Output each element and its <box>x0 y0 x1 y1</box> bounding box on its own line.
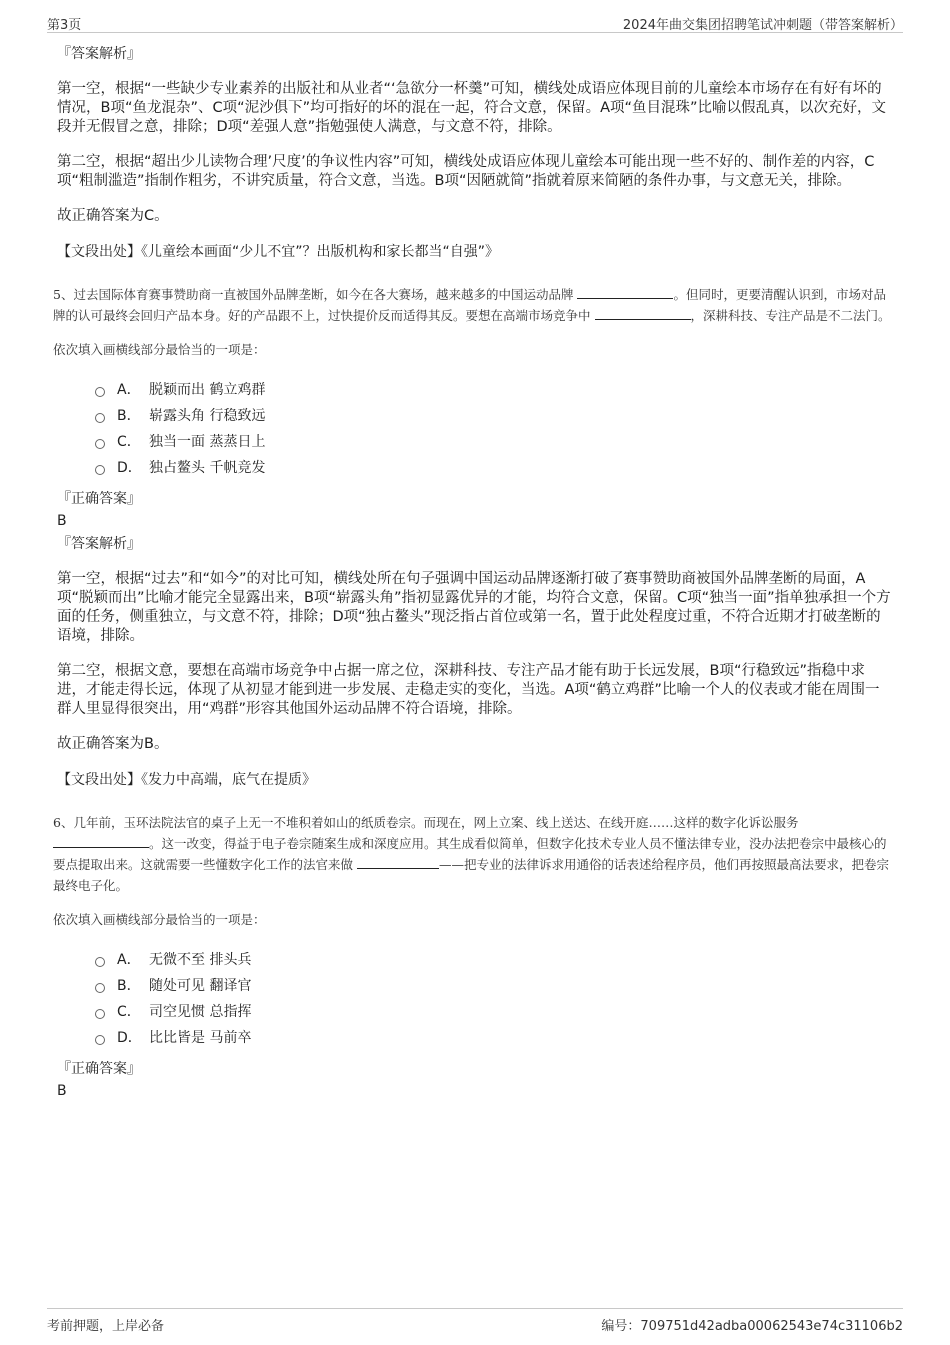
q4-analysis-paragraph-2: 第二空，根据“超出少儿读物合理’尺度’的争议性内容”可知，横线处成语应体现儿童绘本可能出现一些不好的、制作差的内容，C项“粗制滥造”指制作粗劣，不讲究质量，符合文意，当选。B项“因陋就简”指就着原来简陋的条件办事，与文意无关，排除。 <box>57 154 875 189</box>
q5-analysis-paragraph-2: 第二空，根据文意，要想在高端市场竞争中占据一席之位，深耕科技、专注产品才能有助于长远发展，B项“行稳致远”指稳中求进，才能走得长远，体现了从初显才能到进一步发展、走稳走实的变化，当选。A项“鹤立鸡群”比喻一个人的仪表或才能在周围一群人里显得很突出，用“鸡群”形容其他国外运动品牌不符合语境，排除。 <box>57 663 880 717</box>
radio-icon[interactable] <box>95 1009 105 1019</box>
document-title: 2024年曲交集团招聘笔试冲刺题（带答案解析） <box>622 18 903 33</box>
option-letter: A． <box>117 382 141 398</box>
q4-analysis-paragraph-1: 第一空，根据“一些缺少专业素养的出版社和从业者“‘急欲分一杯羹”可知，横线处成语应体现目前的儿童绘本市场存在有好有坏的情况，B项“鱼龙混杂”、C项“泥沙俱下”均可指好的坏的混在一起，符合文意，保留。A项“鱼目混珠”比喻以假乱真，以次充好，文段并无假冒之意，排除；D项“差强人意”指勉强使人满意，与文意不符，排除。 <box>57 81 887 135</box>
q5-stem <box>53 284 893 326</box>
q5-blank-2 <box>595 306 691 320</box>
q6-option-d[interactable] <box>95 1024 893 1050</box>
option-text: 比比皆是 马前卒 <box>149 1030 252 1046</box>
q4-analysis-conclusion: 故正确答案为C。 <box>57 208 169 224</box>
q6-answer: B <box>57 1083 67 1099</box>
q4-source: 【文段出处】《儿童绘本画面“少儿不宜”？出版机构和家长都当“自强”》 <box>57 244 500 260</box>
radio-icon[interactable] <box>95 413 105 423</box>
radio-icon[interactable] <box>95 1035 105 1045</box>
radio-icon[interactable] <box>95 439 105 449</box>
q5-blank-1 <box>577 285 673 299</box>
option-text: 随处可见 翻译官 <box>149 978 252 994</box>
q6-stem-part-c: ——把专业的法律诉求用通俗的话表述给程序员，他们再按照最高法要求，把卷宗最终电子化。 <box>53 857 890 893</box>
option-text: 无微不至 排头兵 <box>149 952 252 968</box>
option-letter: D． <box>117 1030 142 1046</box>
q5-stem-part-c: ，深耕科技、专注产品是不二法门。 <box>690 308 891 323</box>
option-text: 独占鳌头 千帆竞发 <box>149 460 266 476</box>
q6-blank-2 <box>357 855 439 869</box>
q5-option-a[interactable] <box>95 376 893 402</box>
q5-answer: B <box>57 513 67 529</box>
q5-answer-heading: 『正确答案』 <box>57 491 141 507</box>
q6-stem-part-b: 。这一改变，得益于电子卷宗随案生成和深度应用。其生成看似简单，但数字化技术专业人员不懂法律专业，没办法把卷宗中最核心的要点提取出来。这就需要一些懂数字化工作的法官来做 <box>53 836 887 872</box>
q6-stem <box>53 812 893 896</box>
q4-analysis-heading: 『答案解析』 <box>57 46 141 62</box>
option-text: 脱颖而出 鹤立鸡群 <box>149 382 266 398</box>
option-letter: D． <box>117 460 142 476</box>
page-header <box>47 12 903 33</box>
option-letter: B． <box>117 978 141 994</box>
footer-slogan: 考前押题，上岸必备 <box>47 1319 165 1334</box>
q6-prompt: 依次填入画横线部分最恰当的一项是： <box>53 912 266 927</box>
option-letter: A． <box>117 952 141 968</box>
q6-stem-part-a: 6、几年前，玉环法院法官的桌子上无一不堆积着如山的纸质卷宗。而现在，网上立案、线上送达、在线开庭……这样的数字化诉讼服务 <box>53 815 799 830</box>
option-text: 独当一面 蒸蒸日上 <box>149 434 266 450</box>
option-letter: C． <box>117 434 141 450</box>
option-text: 崭露头角 行稳致远 <box>149 408 266 424</box>
q5-stem-part-b: 。但同时，更要清醒认识到，市场对品牌的认可最终会回归产品本身。好的产品跟不上，过快提价反而适得其反。要想在高端市场竞争中 <box>53 287 886 323</box>
q5-option-b[interactable] <box>95 402 893 428</box>
q5-analysis-paragraph-1: 第一空，根据“过去”和“如今”的对比可知，横线处所在句子强调中国运动品牌逐渐打破了赛事赞助商被国外品牌垄断的局面，A项“脱颖而出”比喻才能完全显露出来，B项“崭露头角”指初显露优异的才能，均符合文意，保留。C项“独当一面”指单独承担一个方面的任务，侧重独立，与文意不符，排除；D项“独占鳌头”现泛指占首位或第一名，置于此处程度过重，不符合近期才打破垄断的语境，排除。 <box>57 571 891 644</box>
q5-analysis-heading: 『答案解析』 <box>57 536 141 552</box>
document-code: 编号：709751d42adba00062543e74c31106b2 <box>601 1319 903 1334</box>
q5-options <box>95 376 893 480</box>
q6-options <box>95 946 893 1050</box>
radio-icon[interactable] <box>95 465 105 475</box>
option-text: 司空见惯 总指挥 <box>149 1004 252 1020</box>
option-letter: C． <box>117 1004 141 1020</box>
q5-source: 【文段出处】《发力中高端，底气在提质》 <box>57 772 316 788</box>
q6-option-a[interactable] <box>95 946 893 972</box>
q6-option-c[interactable] <box>95 998 893 1024</box>
q5-analysis-conclusion: 故正确答案为B。 <box>57 736 169 752</box>
option-letter: B． <box>117 408 141 424</box>
document-body <box>53 44 893 1104</box>
q5-option-d[interactable] <box>95 454 893 480</box>
q6-answer-heading: 『正确答案』 <box>57 1061 141 1077</box>
page-footer <box>47 1308 903 1333</box>
radio-icon[interactable] <box>95 387 105 397</box>
q6-blank-1 <box>53 834 149 848</box>
q5-stem-part-a: 5、过去国际体育赛事赞助商一直被国外品牌垄断，如今在各大赛场，越来越多的中国运动品牌 <box>53 287 574 302</box>
radio-icon[interactable] <box>95 957 105 967</box>
radio-icon[interactable] <box>95 983 105 993</box>
page-number: 第3页 <box>47 18 82 33</box>
q5-prompt: 依次填入画横线部分最恰当的一项是： <box>53 342 266 357</box>
q5-option-c[interactable] <box>95 428 893 454</box>
q6-option-b[interactable] <box>95 972 893 998</box>
